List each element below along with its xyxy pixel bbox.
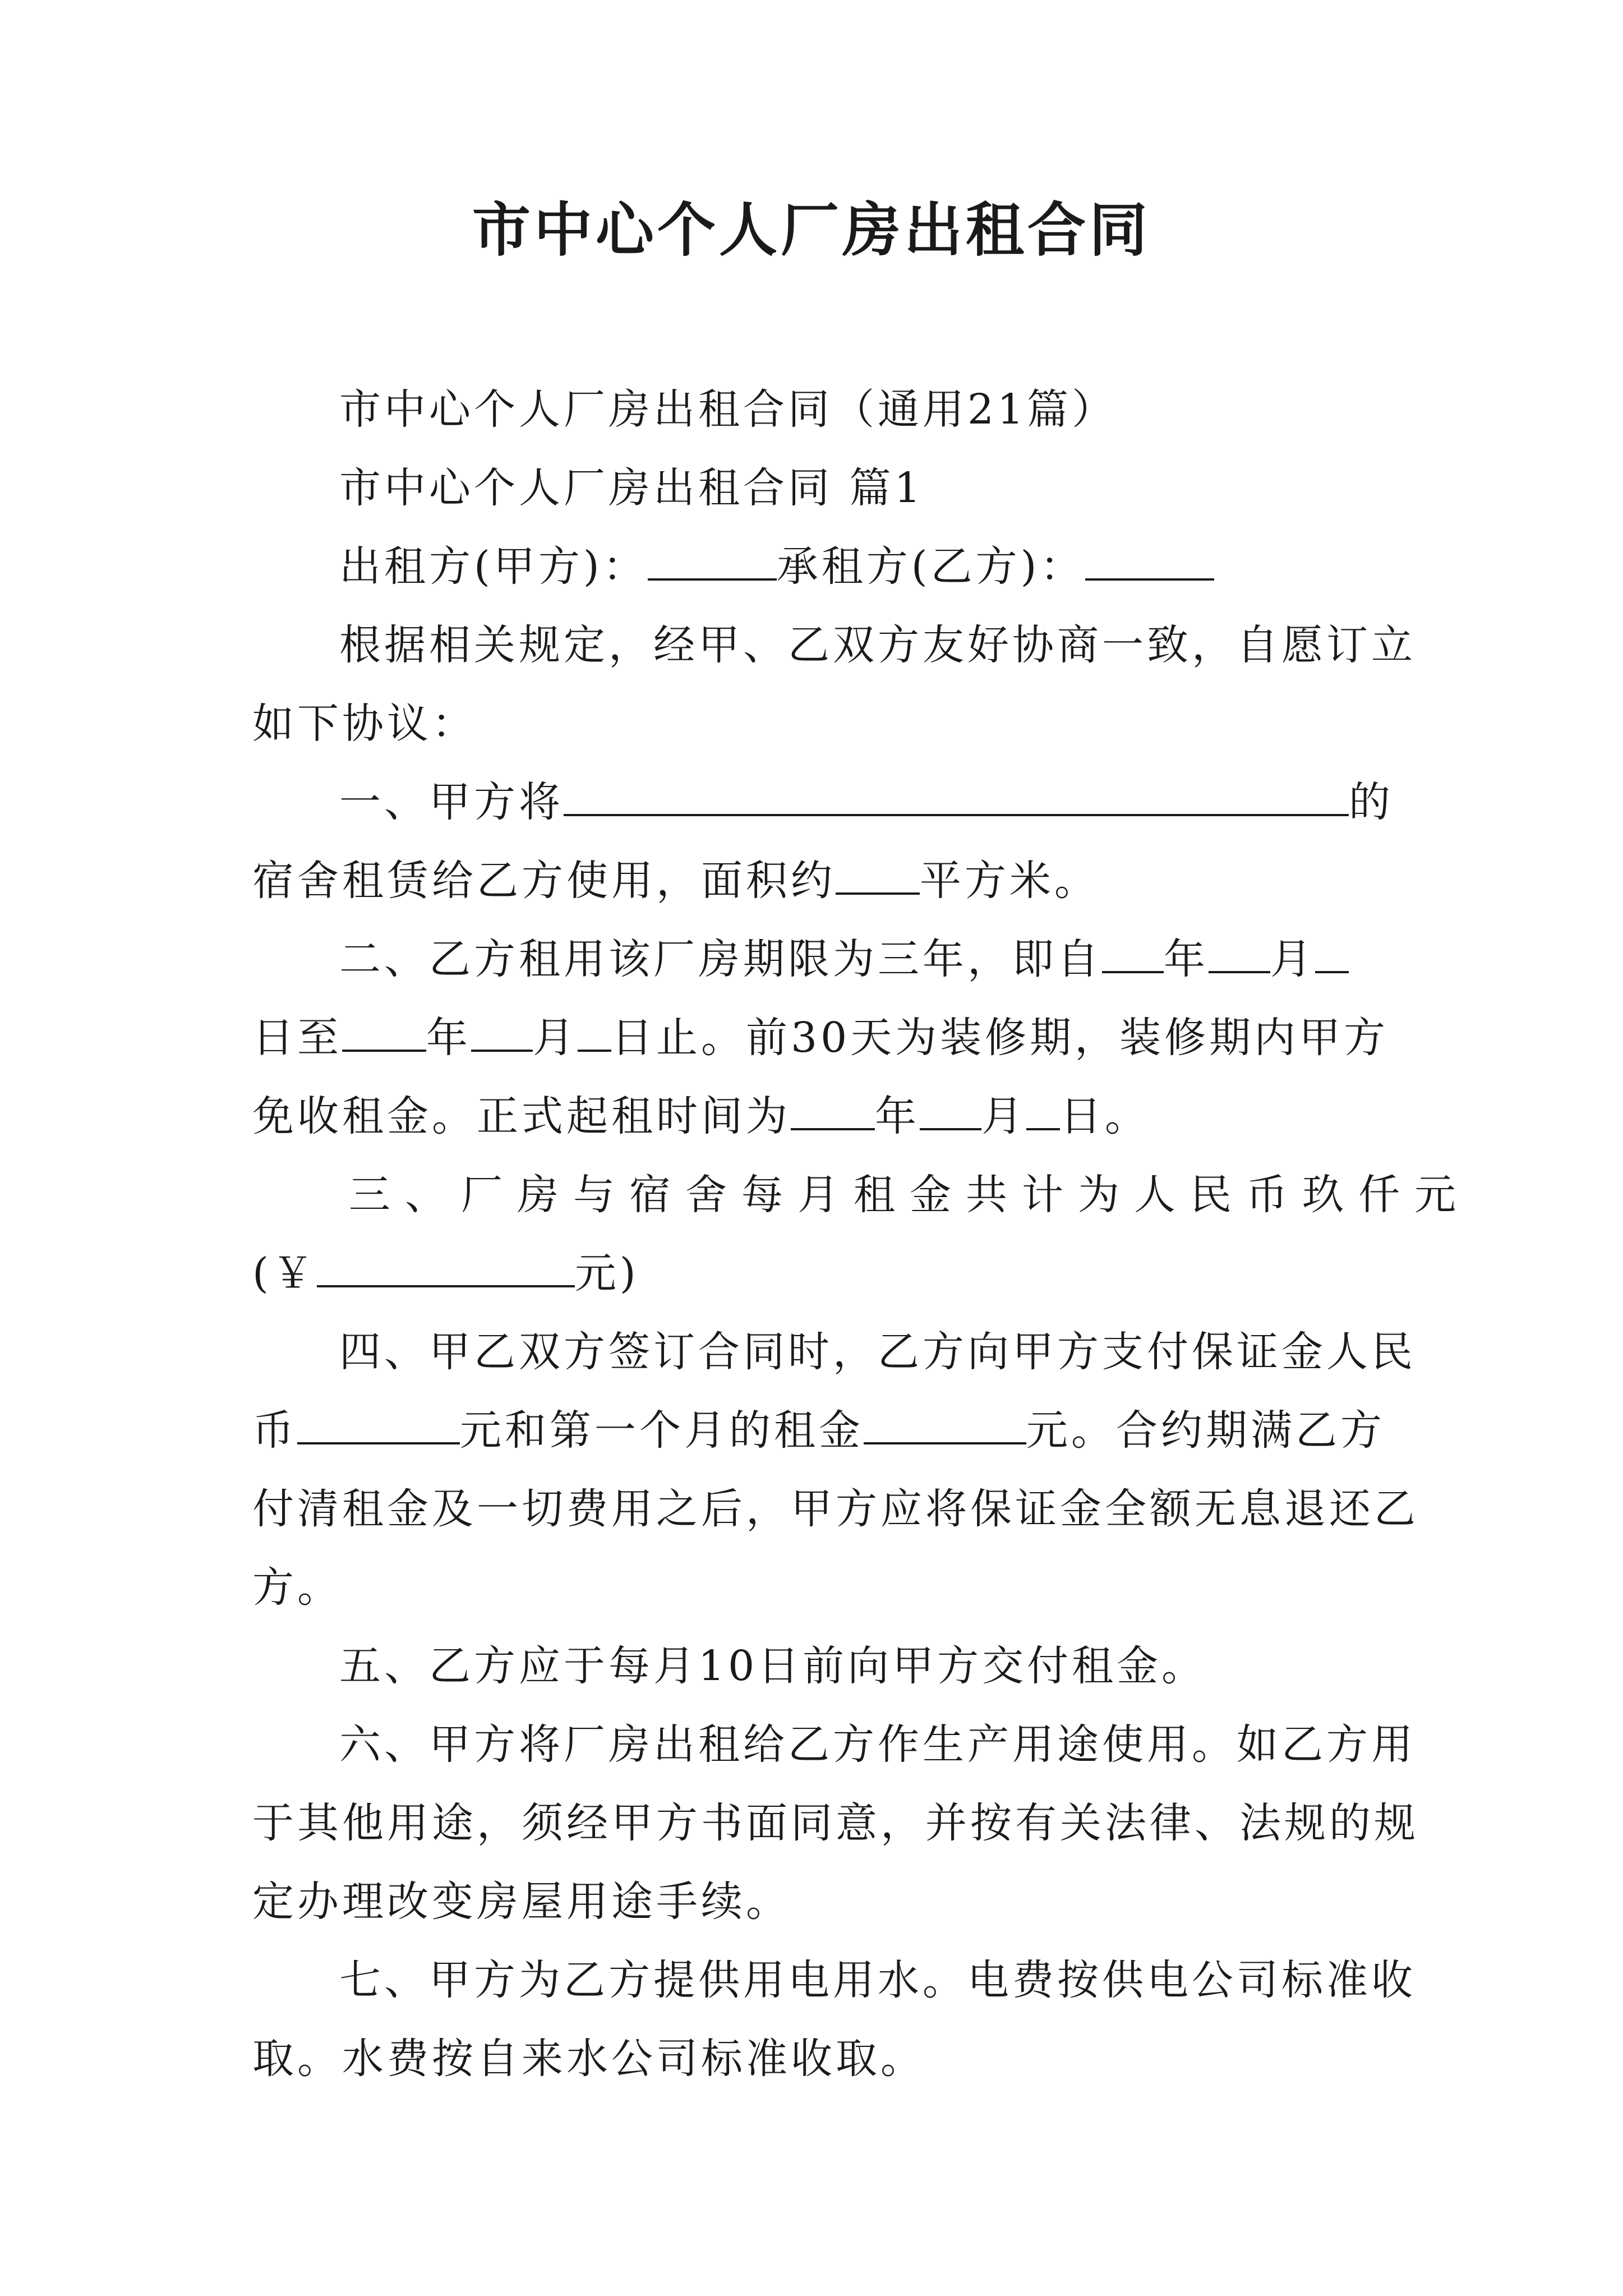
clause-1-line-2: [252, 841, 1391, 920]
document-subtitle: 市中心个人厂房出租合同（通用21篇）: [339, 385, 1117, 434]
clause-6-line-2: 于其他用途，须经甲方书面同意，并按有关法律、法规的规: [252, 1799, 1419, 1847]
clause-7-line-2: 取。水费按自来水公司标准收取。: [252, 2035, 925, 2083]
clause-4-first-month-text: 元和第一个月的租金: [460, 1406, 864, 1455]
deposit-blank: [297, 1405, 460, 1444]
lessee-label: 承租方(乙方)：: [776, 542, 1085, 591]
lessor-label: 出租方(甲方)：: [339, 542, 648, 591]
currency-close: 元): [574, 1249, 639, 1297]
rent-amount-blank: [317, 1248, 575, 1287]
day-end-label: 日。: [1060, 1092, 1150, 1140]
property-blank: [564, 777, 1349, 816]
area-blank: [836, 855, 920, 895]
intro-line-1: 根据相关规定，经甲、乙双方友好协商一致，自愿订立: [339, 621, 1416, 669]
month-label: 月: [1270, 935, 1315, 983]
clause-4-expiry-text: 元。合约期满乙方: [1026, 1406, 1385, 1455]
month-label: 月: [981, 1092, 1026, 1140]
year-label: 年: [1164, 935, 1209, 983]
document-title: 市中心个人厂房出租合同: [472, 195, 1151, 264]
start-year-blank: [1102, 934, 1164, 973]
clause-2-line-2: [252, 999, 1391, 1077]
clause-3-line-2: [252, 1234, 1391, 1313]
clause-4-line-4: 方。: [252, 1563, 342, 1612]
year-label: 年: [426, 1014, 471, 1062]
parties-line: [252, 527, 1391, 606]
year-label: 年: [875, 1092, 920, 1140]
clause-6-line-1: 六、甲方将厂房出租给乙方作生产用途使用。如乙方用: [339, 1720, 1416, 1769]
clause-1-area-text: 宿舍租赁给乙方使用，面积约: [252, 857, 836, 905]
document-body: [252, 370, 1470, 2098]
clause-1-line-1: [252, 763, 1394, 841]
clause-4-currency: 币: [252, 1406, 297, 1455]
month-label: 月: [533, 1014, 578, 1062]
rent-month-blank: [920, 1091, 981, 1130]
lessee-blank: [1085, 541, 1214, 581]
intro-line-2: 如下协议：: [252, 700, 477, 748]
clause-2-until: 日至: [252, 1014, 342, 1062]
start-day-blank: [1315, 934, 1349, 973]
clause-4-line-2: [252, 1391, 1391, 1470]
clause-2-line-3: [252, 1077, 1391, 1156]
clause-2-renovation-text: 日止。前30天为装修期，装修期内甲方: [611, 1014, 1389, 1062]
clause-4-line-1: 四、甲乙双方签订合同时，乙方向甲方支付保证金人民: [339, 1328, 1416, 1376]
rent-year-blank: [791, 1091, 875, 1130]
clause-2-rent-start-text: 免收租金。正式起租时间为: [252, 1092, 791, 1140]
clause-1-start: 一、甲方将: [339, 778, 564, 826]
start-month-blank: [1209, 934, 1270, 973]
clause-5-line-1: 五、乙方应于每月10日前向甲方交付租金。: [339, 1642, 1207, 1690]
currency-open: (￥: [252, 1249, 317, 1297]
clause-3-line-1: 三、厂房与宿舍每月租金共计为人民币玖仟元: [349, 1171, 1470, 1219]
clause-2-line-1: [252, 920, 1391, 999]
clause-1-area-unit: 平方米。: [920, 857, 1099, 905]
first-month-rent-blank: [864, 1405, 1026, 1444]
clause-2-term-text: 二、乙方租用该厂房期限为三年，即自: [339, 935, 1102, 983]
end-month-blank: [471, 1013, 533, 1052]
end-day-blank: [578, 1013, 611, 1052]
clause-1-end: 的: [1349, 778, 1394, 826]
rent-day-blank: [1026, 1091, 1060, 1130]
clause-7-line-1: 七、甲方为乙方提供用电用水。电费按供电公司标准收: [339, 1956, 1416, 2004]
end-year-blank: [342, 1013, 426, 1052]
section-heading: 市中心个人厂房出租合同 篇1: [339, 464, 924, 512]
clause-4-line-3: 付清租金及一切费用之后，甲方应将保证金全额无息退还乙: [252, 1485, 1419, 1533]
clause-6-line-3: 定办理改变房屋用途手续。: [252, 1878, 791, 1926]
lessor-blank: [648, 541, 777, 581]
